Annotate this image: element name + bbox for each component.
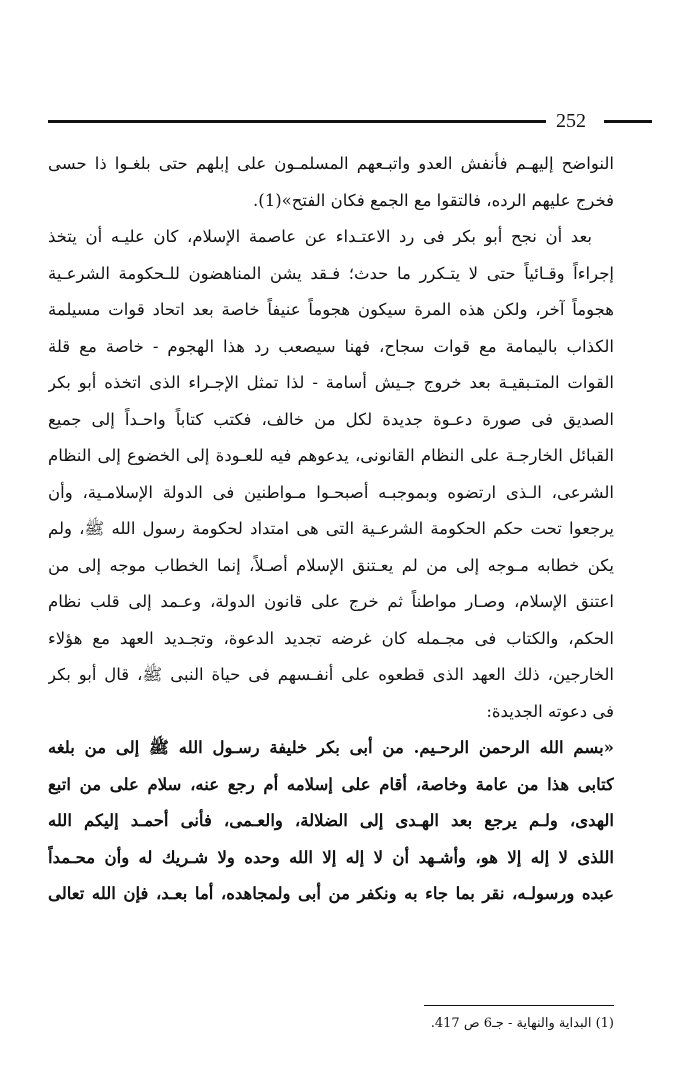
text-line: الهدى، ولـم يرجع بعد الهـدى إلى الضلالة، والعـمى، فأنى أحمـد إليكم الله bbox=[48, 811, 614, 830]
footnote-rule bbox=[424, 1005, 614, 1006]
text-line: النواضح إليهـم فأنفش العدو واتبـعهم المسلمـون على إبلهم حتى بلغـوا ذا حسى bbox=[48, 154, 614, 173]
text-line: الشرعى، الـذى ارتضوه وبموجبـه أصبحـوا مـواطنين فى الدولة الإسلامـية، وأن bbox=[48, 482, 614, 502]
paragraph-1 bbox=[48, 146, 614, 219]
text-line: القبائل الخارجـة على النظام القانونى، يدعوهم فيه للعـودة إلى الخضوع إلى النظام bbox=[48, 446, 614, 465]
page-header bbox=[48, 106, 614, 140]
text-line: اللذى لا إله إلا هو، وأشـهد أن لا إله إلا الله وحده ولا شـريك له وأن محـمداً bbox=[48, 847, 614, 867]
footnote: (1) البداية والنهاية - جـ6 ص 417. bbox=[430, 1016, 614, 1031]
text-line: الحكم، والكتاب فى مجـمله كان غرضه تجديد الدعوة، وتجـديد العهد مع هؤلاء bbox=[48, 628, 614, 648]
text-line: اعتنق الإسلام، وصـار مواطناً ثم خرج على قانون الدولة، وعـمد إلى قلب نظام bbox=[48, 592, 614, 611]
text-line: فخرج عليهم الرده، فالتقوا مع الجمع فكان الفتح»(1). bbox=[253, 190, 614, 210]
text-line: الخارجين، ذلك العهد الذى قطعوه على أنفـسهم فى حياة النبى ﷺ، قال أبو بكر bbox=[48, 665, 614, 684]
page-number: 252 bbox=[556, 110, 586, 132]
text-line: إجراءاً وقـائياً حتى لا يتـكرر ما حدث؛ فـقد يشن المناهضون للـحكومة الشرعـية bbox=[48, 263, 614, 283]
text-line: يرجعوا تحت حكم الحكومة الشرعـية التى هى امتداد لحكومة رسول الله ﷺ، ولم bbox=[48, 519, 614, 538]
text-line: «بسم الله الرحمن الرحـيم. من أبى بكر خليفة رسـول الله ﷺ إلى من بلغه bbox=[48, 738, 614, 757]
text-line: يكن خطابه مـوجه إلى من لم يعـتنق الإسلام أصـلاً، إنما الخطاب موجه إلى من bbox=[48, 555, 614, 575]
text-line: الصديق فى صورة دعـوة جديدة لكل من خالف، فكتب كتاباً واحـداً إلى جميع bbox=[48, 409, 614, 429]
text-line: كتابى هذا من عامة وخاصة، أقام على إسلامه أم رجع عنه، سلام على من اتبع bbox=[48, 774, 614, 794]
text-line: هجوماً آخر، ولكن هذه المرة سيكون هجوماً عنيفاً خاصة بعد اتحاد قوات مسيلمة bbox=[48, 300, 614, 319]
text-line: الكذاب باليمامة مع قوات سجاح، فهنا سيصعب رد هذا الهجوم - خاصة مع قلة bbox=[48, 336, 614, 356]
quoted-letter bbox=[48, 730, 614, 913]
paragraph-2 bbox=[48, 219, 614, 730]
header-rule-short bbox=[604, 120, 652, 123]
text-line: بعد أن نجح أبو بكر فى رد الاعتـداء عن عاصمة الإسلام، كان عليـه أن يتخذ bbox=[48, 227, 592, 246]
text-line: فى دعوته الجديدة: bbox=[486, 701, 614, 721]
body-text bbox=[48, 146, 614, 913]
header-rule-long bbox=[48, 120, 546, 123]
text-line: القوات المتـبقيـة بعد خروج جـيش أسامة - لذا تمثل الإجـراء الذى اتخذه أبو بكر bbox=[48, 373, 614, 392]
text-line: عبده ورسولـه، نقر بما جاء به ونكفر من أبى ولمجاهده، أما بعـد، فإن الله تعالى bbox=[48, 884, 614, 903]
